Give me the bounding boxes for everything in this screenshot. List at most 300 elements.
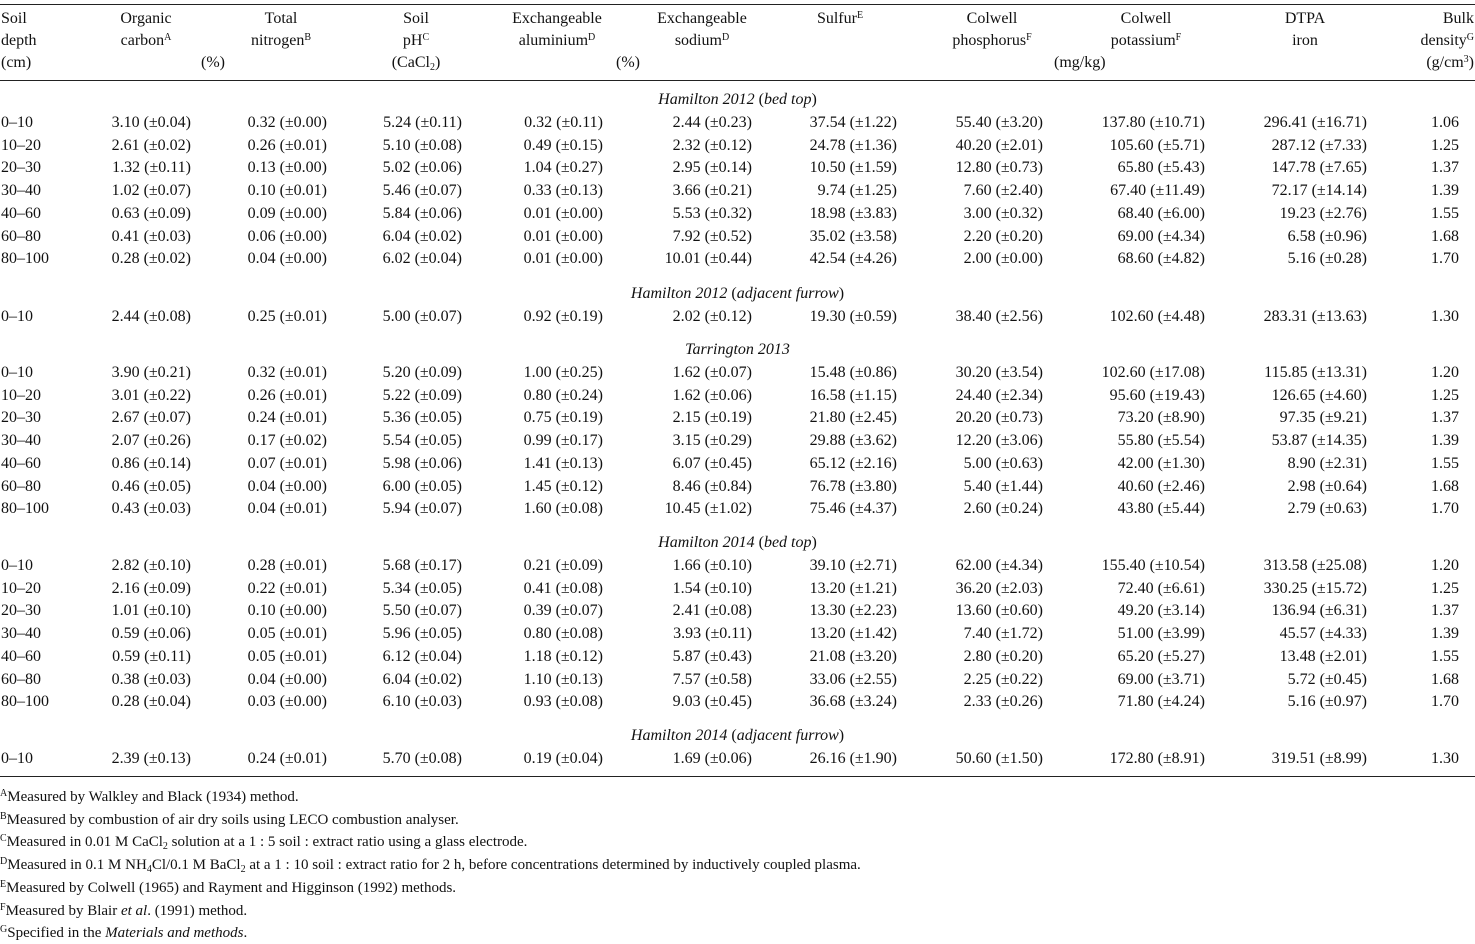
cell-colwell-potassium: 73.20 (±8.90) xyxy=(1117,409,1205,426)
cell-colwell-phosphorus: 2.20 (±0.20) xyxy=(963,228,1043,245)
cell-depth: 0–10 xyxy=(1,114,33,131)
cell-colwell-potassium: 68.60 (±4.82) xyxy=(1117,250,1205,267)
cell-sulfur: 15.48 (±0.86) xyxy=(809,364,897,381)
cell-total-nitrogen: 0.09 (±0.00) xyxy=(247,205,327,222)
cell-colwell-potassium: 42.00 (±1.30) xyxy=(1117,455,1205,472)
cell-exch-aluminium: 0.19 (±0.04) xyxy=(523,750,603,767)
cell-exch-sodium: 2.44 (±0.23) xyxy=(672,114,752,131)
cell-bulk-density: 1.39 xyxy=(1431,182,1459,199)
cell-soil-ph: 6.02 (±0.04) xyxy=(382,250,462,267)
cell-colwell-potassium: 155.40 (±10.54) xyxy=(1101,557,1205,574)
cell-organic-carbon: 2.44 (±0.08) xyxy=(111,308,191,325)
cell-exch-aluminium: 1.18 (±0.12) xyxy=(523,648,603,665)
cell-dtpa-iron: 126.65 (±4.60) xyxy=(1271,387,1367,404)
cell-exch-sodium: 5.87 (±0.43) xyxy=(672,648,752,665)
cell-depth: 10–20 xyxy=(1,387,41,404)
cell-dtpa-iron: 283.31 (±13.63) xyxy=(1263,308,1367,325)
cell-sulfur: 13.30 (±2.23) xyxy=(809,602,897,619)
cell-colwell-potassium: 68.40 (±6.00) xyxy=(1117,205,1205,222)
cell-bulk-density: 1.55 xyxy=(1431,205,1459,222)
cell-colwell-phosphorus: 50.60 (±1.50) xyxy=(955,750,1043,767)
header-exchangeable-aluminium: Exchangeable aluminium$^D$ xyxy=(512,10,602,49)
cell-soil-ph: 5.96 (±0.05) xyxy=(382,625,462,642)
cell-depth: 60–80 xyxy=(1,478,41,495)
footnote: $^B$Measured by combustion of air dry soils using LECO combustion analyser. xyxy=(0,810,459,828)
cell-sulfur: 24.78 (±1.36) xyxy=(809,137,897,154)
table-row xyxy=(0,203,1475,225)
cell-colwell-phosphorus: 7.60 (±2.40) xyxy=(963,182,1043,199)
table-row xyxy=(0,476,1475,498)
cell-bulk-density: 1.55 xyxy=(1431,455,1459,472)
cell-organic-carbon: 0.46 (±0.05) xyxy=(111,478,191,495)
table-row xyxy=(0,407,1475,429)
cell-colwell-phosphorus: 2.00 (±0.00) xyxy=(963,250,1043,267)
cell-total-nitrogen: 0.26 (±0.01) xyxy=(247,387,327,404)
cell-depth: 20–30 xyxy=(1,409,41,426)
cell-total-nitrogen: 0.22 (±0.01) xyxy=(247,580,327,597)
cell-sulfur: 18.98 (±3.83) xyxy=(809,205,897,222)
cell-bulk-density: 1.70 xyxy=(1431,500,1459,517)
section-heading: Tarrington 2013 xyxy=(685,341,790,358)
table-row xyxy=(0,226,1475,248)
cell-organic-carbon: 3.01 (±0.22) xyxy=(111,387,191,404)
cell-colwell-phosphorus: 12.20 (±3.06) xyxy=(955,432,1043,449)
cell-depth: 30–40 xyxy=(1,432,41,449)
cell-colwell-phosphorus: 62.00 (±4.34) xyxy=(955,557,1043,574)
cell-colwell-potassium: 172.80 (±8.91) xyxy=(1109,750,1205,767)
cell-soil-ph: 5.24 (±0.11) xyxy=(383,114,462,131)
table-row xyxy=(0,600,1475,622)
table-row xyxy=(0,646,1475,668)
cell-total-nitrogen: 0.26 (±0.01) xyxy=(247,137,327,154)
header-bulk-density: Bulk density$^G$ $(g/cm^3)$ xyxy=(1420,10,1474,71)
cell-colwell-phosphorus: 36.20 (±2.03) xyxy=(955,580,1043,597)
cell-soil-ph: 5.00 (±0.07) xyxy=(382,308,462,325)
cell-soil-ph: 5.34 (±0.05) xyxy=(382,580,462,597)
cell-total-nitrogen: 0.24 (±0.01) xyxy=(247,750,327,767)
cell-exch-aluminium: 0.49 (±0.15) xyxy=(523,137,603,154)
cell-exch-aluminium: 0.92 (±0.19) xyxy=(523,308,603,325)
table-row xyxy=(0,157,1475,179)
cell-total-nitrogen: 0.04 (±0.00) xyxy=(247,671,327,688)
cell-organic-carbon: 2.67 (±0.07) xyxy=(111,409,191,426)
cell-colwell-phosphorus: 5.00 (±0.63) xyxy=(963,455,1043,472)
section-heading: Hamilton 2014 (bed top) xyxy=(658,534,817,551)
cell-colwell-phosphorus: 5.40 (±1.44) xyxy=(963,478,1043,495)
cell-dtpa-iron: 97.35 (±9.21) xyxy=(1279,409,1367,426)
cell-exch-sodium: 9.03 (±0.45) xyxy=(672,693,752,710)
header-exchangeable-sodium: Exchangeable sodium$^D$ xyxy=(657,10,747,49)
table-row xyxy=(0,362,1475,384)
cell-exch-sodium: 1.62 (±0.07) xyxy=(672,364,752,381)
cell-soil-ph: 5.84 (±0.06) xyxy=(382,205,462,222)
cell-depth: 20–30 xyxy=(1,602,41,619)
cell-bulk-density: 1.68 xyxy=(1431,671,1459,688)
cell-total-nitrogen: 0.03 (±0.00) xyxy=(247,693,327,710)
table-row xyxy=(0,248,1475,270)
header-organic-carbon: Organic carbon$^A$ xyxy=(120,10,172,49)
cell-organic-carbon: 0.59 (±0.06) xyxy=(111,625,191,642)
cell-organic-carbon: 0.38 (±0.03) xyxy=(111,671,191,688)
cell-soil-ph: 6.00 (±0.05) xyxy=(382,478,462,495)
cell-total-nitrogen: 0.05 (±0.01) xyxy=(247,648,327,665)
cell-colwell-potassium: 69.00 (±4.34) xyxy=(1117,228,1205,245)
cell-exch-sodium: 3.15 (±0.29) xyxy=(672,432,752,449)
cell-depth: 40–60 xyxy=(1,648,41,665)
cell-exch-aluminium: 1.60 (±0.08) xyxy=(523,500,603,517)
cell-dtpa-iron: 319.51 (±8.99) xyxy=(1271,750,1367,767)
footnote: $^C$Measured in 0.01 M CaCl$_2$ solution at a 1 : 5 soil : extract ratio using a glass electrode. xyxy=(0,833,528,853)
cell-colwell-potassium: 65.80 (±5.43) xyxy=(1117,159,1205,176)
header-percent-unit-1: (%) xyxy=(201,54,225,71)
table-row xyxy=(0,306,1475,328)
cell-organic-carbon: 0.28 (±0.04) xyxy=(111,693,191,710)
cell-dtpa-iron: 13.48 (±2.01) xyxy=(1279,648,1367,665)
cell-dtpa-iron: 2.98 (±0.64) xyxy=(1287,478,1367,495)
cell-organic-carbon: 2.39 (±0.13) xyxy=(111,750,191,767)
cell-exch-aluminium: 0.01 (±0.00) xyxy=(523,250,603,267)
cell-exch-sodium: 10.01 (±0.44) xyxy=(664,250,752,267)
cell-bulk-density: 1.39 xyxy=(1431,432,1459,449)
cell-sulfur: 26.16 (±1.90) xyxy=(809,750,897,767)
cell-exch-aluminium: 0.75 (±0.19) xyxy=(523,409,603,426)
cell-dtpa-iron: 313.58 (±25.08) xyxy=(1263,557,1367,574)
cell-depth: 40–60 xyxy=(1,455,41,472)
cell-colwell-potassium: 40.60 (±2.46) xyxy=(1117,478,1205,495)
cell-colwell-potassium: 102.60 (±4.48) xyxy=(1109,308,1205,325)
cell-organic-carbon: 0.86 (±0.14) xyxy=(111,455,191,472)
cell-exch-aluminium: 0.99 (±0.17) xyxy=(523,432,603,449)
cell-total-nitrogen: 0.28 (±0.01) xyxy=(247,557,327,574)
table-row xyxy=(0,453,1475,475)
cell-colwell-phosphorus: 13.60 (±0.60) xyxy=(955,602,1043,619)
cell-soil-ph: 6.12 (±0.04) xyxy=(382,648,462,665)
cell-total-nitrogen: 0.13 (±0.00) xyxy=(247,159,327,176)
cell-depth: 60–80 xyxy=(1,671,41,688)
table-row xyxy=(0,578,1475,600)
cell-organic-carbon: 2.07 (±0.26) xyxy=(111,432,191,449)
table-row xyxy=(0,112,1475,134)
cell-exch-aluminium: 0.41 (±0.08) xyxy=(523,580,603,597)
cell-dtpa-iron: 115.85 (±13.31) xyxy=(1264,364,1367,381)
cell-dtpa-iron: 72.17 (±14.14) xyxy=(1271,182,1367,199)
cell-bulk-density: 1.20 xyxy=(1431,557,1459,574)
table-row xyxy=(0,623,1475,645)
cell-depth: 10–20 xyxy=(1,580,41,597)
table-bottom-rule xyxy=(0,776,1475,777)
cell-exch-sodium: 2.02 (±0.12) xyxy=(672,308,752,325)
cell-exch-sodium: 8.46 (±0.84) xyxy=(672,478,752,495)
cell-sulfur: 13.20 (±1.42) xyxy=(809,625,897,642)
cell-exch-sodium: 2.32 (±0.12) xyxy=(672,137,752,154)
cell-sulfur: 35.02 (±3.58) xyxy=(809,228,897,245)
cell-organic-carbon: 3.90 (±0.21) xyxy=(111,364,191,381)
cell-soil-ph: 5.36 (±0.05) xyxy=(382,409,462,426)
header-dtpa-iron: DTPA iron xyxy=(1284,10,1326,49)
cell-total-nitrogen: 0.04 (±0.01) xyxy=(247,500,327,517)
cell-exch-sodium: 2.95 (±0.14) xyxy=(672,159,752,176)
cell-colwell-potassium: 55.80 (±5.54) xyxy=(1117,432,1205,449)
cell-organic-carbon: 2.61 (±0.02) xyxy=(111,137,191,154)
cell-sulfur: 9.74 (±1.25) xyxy=(817,182,897,199)
cell-bulk-density: 1.70 xyxy=(1431,250,1459,267)
cell-exch-aluminium: 0.39 (±0.07) xyxy=(523,602,603,619)
cell-bulk-density: 1.25 xyxy=(1431,137,1459,154)
cell-colwell-phosphorus: 38.40 (±2.56) xyxy=(955,308,1043,325)
cell-soil-ph: 5.02 (±0.06) xyxy=(382,159,462,176)
header-mgkg-unit: (mg/kg) xyxy=(1054,54,1106,71)
cell-dtpa-iron: 136.94 (±6.31) xyxy=(1271,602,1367,619)
cell-exch-aluminium: 0.93 (±0.08) xyxy=(523,693,603,710)
cell-dtpa-iron: 45.57 (±4.33) xyxy=(1279,625,1367,642)
cell-bulk-density: 1.30 xyxy=(1431,308,1459,325)
cell-exch-aluminium: 1.45 (±0.12) xyxy=(523,478,603,495)
cell-bulk-density: 1.68 xyxy=(1431,478,1459,495)
cell-bulk-density: 1.37 xyxy=(1431,409,1459,426)
cell-bulk-density: 1.37 xyxy=(1431,602,1459,619)
cell-exch-aluminium: 0.33 (±0.13) xyxy=(523,182,603,199)
cell-exch-sodium: 1.69 (±0.06) xyxy=(672,750,752,767)
cell-total-nitrogen: 0.32 (±0.00) xyxy=(247,114,327,131)
section-heading: Hamilton 2012 (adjacent furrow) xyxy=(630,285,845,302)
section-heading: Hamilton 2012 (bed top) xyxy=(658,91,817,108)
cell-exch-sodium: 3.93 (±0.11) xyxy=(673,625,752,642)
cell-bulk-density: 1.55 xyxy=(1431,648,1459,665)
cell-colwell-potassium: 49.20 (±3.14) xyxy=(1117,602,1205,619)
cell-soil-ph: 5.54 (±0.05) xyxy=(382,432,462,449)
cell-organic-carbon: 0.28 (±0.02) xyxy=(111,250,191,267)
cell-colwell-potassium: 69.00 (±3.71) xyxy=(1117,671,1205,688)
cell-total-nitrogen: 0.06 (±0.00) xyxy=(247,228,327,245)
cell-sulfur: 65.12 (±2.16) xyxy=(809,455,897,472)
cell-colwell-phosphorus: 40.20 (±2.01) xyxy=(955,137,1043,154)
footnote: $^D$Measured in 0.1 M $NH_4Cl/0.1$ M BaCl$_2$ at a 1 : 10 soil : extract ratio for 2 h, before concentrations determined by inductively coupled plasma. xyxy=(0,856,861,876)
cell-depth: 0–10 xyxy=(1,308,33,325)
cell-organic-carbon: 1.02 (±0.07) xyxy=(111,182,191,199)
cell-bulk-density: 1.37 xyxy=(1431,159,1459,176)
cell-bulk-density: 1.25 xyxy=(1431,387,1459,404)
cell-organic-carbon: 2.82 (±0.10) xyxy=(111,557,191,574)
table-row xyxy=(0,669,1475,691)
cell-sulfur: 16.58 (±1.15) xyxy=(809,387,897,404)
cell-sulfur: 21.80 (±2.45) xyxy=(809,409,897,426)
section-heading: Hamilton 2014 (adjacent furrow) xyxy=(630,727,845,744)
cell-bulk-density: 1.20 xyxy=(1431,364,1459,381)
cell-colwell-phosphorus: 2.33 (±0.26) xyxy=(963,693,1043,710)
cell-exch-sodium: 7.92 (±0.52) xyxy=(672,228,752,245)
cell-colwell-potassium: 105.60 (±5.71) xyxy=(1109,137,1205,154)
cell-exch-aluminium: 0.32 (±0.11) xyxy=(524,114,603,131)
cell-depth: 20–30 xyxy=(1,159,41,176)
cell-total-nitrogen: 0.25 (±0.01) xyxy=(247,308,327,325)
cell-sulfur: 39.10 (±2.71) xyxy=(809,557,897,574)
cell-exch-sodium: 10.45 (±1.02) xyxy=(664,500,752,517)
cell-sulfur: 21.08 (±3.20) xyxy=(809,648,897,665)
cell-total-nitrogen: 0.07 (±0.01) xyxy=(247,455,327,472)
cell-depth: 80–100 xyxy=(1,693,49,710)
cell-sulfur: 42.54 (±4.26) xyxy=(809,250,897,267)
cell-exch-aluminium: 1.41 (±0.13) xyxy=(523,455,603,472)
header-soil-ph: Soil $pH^C$ (CaCl$_2$) xyxy=(391,10,441,73)
cell-total-nitrogen: 0.10 (±0.01) xyxy=(247,182,327,199)
footnote: $^G$Specified in the Materials and methods. xyxy=(0,924,248,942)
cell-total-nitrogen: 0.17 (±0.02) xyxy=(247,432,327,449)
cell-exch-sodium: 2.41 (±0.08) xyxy=(672,602,752,619)
cell-depth: 80–100 xyxy=(1,500,49,517)
cell-colwell-phosphorus: 7.40 (±1.72) xyxy=(963,625,1043,642)
cell-depth: 30–40 xyxy=(1,625,41,642)
cell-soil-ph: 5.50 (±0.07) xyxy=(382,602,462,619)
header-total-nitrogen: Total nitrogen$^B$ xyxy=(251,10,311,49)
cell-colwell-phosphorus: 55.40 (±3.20) xyxy=(955,114,1043,131)
cell-soil-ph: 5.46 (±0.07) xyxy=(382,182,462,199)
header-colwell-phosphorus: Colwell phosphorus$^F$ xyxy=(952,10,1032,49)
cell-soil-ph: 5.94 (±0.07) xyxy=(382,500,462,517)
table-row xyxy=(0,748,1475,770)
cell-exch-aluminium: 0.01 (±0.00) xyxy=(523,228,603,245)
table-row xyxy=(0,430,1475,452)
cell-colwell-phosphorus: 12.80 (±0.73) xyxy=(955,159,1043,176)
cell-sulfur: 75.46 (±4.37) xyxy=(809,500,897,517)
cell-sulfur: 19.30 (±0.59) xyxy=(809,308,897,325)
cell-colwell-potassium: 43.80 (±5.44) xyxy=(1117,500,1205,517)
cell-exch-sodium: 7.57 (±0.58) xyxy=(672,671,752,688)
cell-colwell-potassium: 51.00 (±3.99) xyxy=(1117,625,1205,642)
cell-soil-ph: 6.10 (±0.03) xyxy=(382,693,462,710)
cell-sulfur: 76.78 (±3.80) xyxy=(809,478,897,495)
header-colwell-potassium: Colwell potassium$^F$ xyxy=(1110,10,1182,49)
table-row xyxy=(0,385,1475,407)
cell-dtpa-iron: 287.12 (±7.33) xyxy=(1271,137,1367,154)
cell-colwell-potassium: 72.40 (±6.61) xyxy=(1117,580,1205,597)
cell-exch-aluminium: 0.80 (±0.24) xyxy=(523,387,603,404)
cell-exch-sodium: 3.66 (±0.21) xyxy=(672,182,752,199)
cell-colwell-potassium: 67.40 (±11.49) xyxy=(1110,182,1205,199)
cell-dtpa-iron: 5.72 (±0.45) xyxy=(1287,671,1367,688)
cell-exch-aluminium: 0.80 (±0.08) xyxy=(523,625,603,642)
cell-dtpa-iron: 6.58 (±0.96) xyxy=(1287,228,1367,245)
cell-dtpa-iron: 8.90 (±2.31) xyxy=(1287,455,1367,472)
cell-soil-ph: 5.70 (±0.08) xyxy=(382,750,462,767)
cell-dtpa-iron: 296.41 (±16.71) xyxy=(1263,114,1367,131)
cell-dtpa-iron: 5.16 (±0.28) xyxy=(1287,250,1367,267)
cell-dtpa-iron: 2.79 (±0.63) xyxy=(1287,500,1367,517)
cell-colwell-phosphorus: 2.60 (±0.24) xyxy=(963,500,1043,517)
cell-colwell-potassium: 102.60 (±17.08) xyxy=(1101,364,1205,381)
cell-colwell-potassium: 137.80 (±10.71) xyxy=(1101,114,1205,131)
cell-bulk-density: 1.70 xyxy=(1431,693,1459,710)
cell-bulk-density: 1.39 xyxy=(1431,625,1459,642)
cell-sulfur: 10.50 (±1.59) xyxy=(809,159,897,176)
cell-organic-carbon: 1.32 (±0.11) xyxy=(112,159,191,176)
cell-dtpa-iron: 19.23 (±2.76) xyxy=(1279,205,1367,222)
cell-bulk-density: 1.30 xyxy=(1431,750,1459,767)
cell-exch-aluminium: 0.01 (±0.00) xyxy=(523,205,603,222)
cell-colwell-phosphorus: 2.80 (±0.20) xyxy=(963,648,1043,665)
cell-organic-carbon: 0.63 (±0.09) xyxy=(111,205,191,222)
cell-depth: 10–20 xyxy=(1,137,41,154)
header-soil-depth: Soil depth (cm) xyxy=(1,10,37,71)
cell-organic-carbon: 3.10 (±0.04) xyxy=(111,114,191,131)
cell-colwell-phosphorus: 3.00 (±0.32) xyxy=(963,205,1043,222)
cell-exch-aluminium: 0.21 (±0.09) xyxy=(523,557,603,574)
cell-organic-carbon: 0.41 (±0.03) xyxy=(111,228,191,245)
cell-colwell-phosphorus: 24.40 (±2.34) xyxy=(955,387,1043,404)
cell-exch-sodium: 1.62 (±0.06) xyxy=(672,387,752,404)
cell-exch-sodium: 2.15 (±0.19) xyxy=(672,409,752,426)
cell-colwell-potassium: 95.60 (±19.43) xyxy=(1109,387,1205,404)
cell-sulfur: 33.06 (±2.55) xyxy=(809,671,897,688)
cell-dtpa-iron: 5.16 (±0.97) xyxy=(1287,693,1367,710)
header-bottom-rule xyxy=(0,80,1475,81)
cell-total-nitrogen: 0.24 (±0.01) xyxy=(247,409,327,426)
footnote: $^A$Measured by Walkley and Black (1934) method. xyxy=(0,788,299,805)
cell-bulk-density: 1.06 xyxy=(1431,114,1459,131)
cell-exch-aluminium: 1.10 (±0.13) xyxy=(523,671,603,688)
cell-soil-ph: 5.10 (±0.08) xyxy=(382,137,462,154)
cell-colwell-potassium: 71.80 (±4.24) xyxy=(1117,693,1205,710)
cell-total-nitrogen: 0.10 (±0.00) xyxy=(247,602,327,619)
table-top-rule xyxy=(0,4,1475,5)
cell-depth: 80–100 xyxy=(1,250,49,267)
footnote: $^E$Measured by Colwell (1965) and Rayment and Higginson (1992) methods. xyxy=(0,878,457,896)
cell-exch-sodium: 1.66 (±0.10) xyxy=(672,557,752,574)
cell-organic-carbon: 0.43 (±0.03) xyxy=(111,500,191,517)
cell-organic-carbon: 1.01 (±0.10) xyxy=(111,602,191,619)
cell-exch-aluminium: 1.00 (±0.25) xyxy=(523,364,603,381)
cell-soil-ph: 6.04 (±0.02) xyxy=(382,671,462,688)
cell-depth: 0–10 xyxy=(1,364,33,381)
cell-total-nitrogen: 0.32 (±0.01) xyxy=(247,364,327,381)
cell-total-nitrogen: 0.04 (±0.00) xyxy=(247,478,327,495)
cell-depth: 40–60 xyxy=(1,205,41,222)
cell-colwell-phosphorus: 20.20 (±0.73) xyxy=(955,409,1043,426)
cell-sulfur: 37.54 (±1.22) xyxy=(809,114,897,131)
cell-soil-ph: 5.22 (±0.09) xyxy=(382,387,462,404)
cell-depth: 0–10 xyxy=(1,750,33,767)
cell-sulfur: 29.88 (±3.62) xyxy=(809,432,897,449)
cell-organic-carbon: 0.59 (±0.11) xyxy=(112,648,191,665)
cell-soil-ph: 5.68 (±0.17) xyxy=(382,557,462,574)
cell-depth: 0–10 xyxy=(1,557,33,574)
cell-depth: 60–80 xyxy=(1,228,41,245)
cell-exch-sodium: 6.07 (±0.45) xyxy=(672,455,752,472)
cell-dtpa-iron: 53.87 (±14.35) xyxy=(1271,432,1367,449)
cell-organic-carbon: 2.16 (±0.09) xyxy=(111,580,191,597)
cell-exch-sodium: 1.54 (±0.10) xyxy=(672,580,752,597)
cell-soil-ph: 5.20 (±0.09) xyxy=(382,364,462,381)
cell-exch-sodium: 5.53 (±0.32) xyxy=(672,205,752,222)
cell-colwell-phosphorus: 2.25 (±0.22) xyxy=(963,671,1043,688)
table-row xyxy=(0,180,1475,202)
cell-dtpa-iron: 147.78 (±7.65) xyxy=(1271,159,1367,176)
header-sulfur: Sulfur$^E$ xyxy=(816,10,864,27)
cell-dtpa-iron: 330.25 (±15.72) xyxy=(1263,580,1367,597)
table-row xyxy=(0,498,1475,520)
table-row xyxy=(0,555,1475,577)
cell-exch-aluminium: 1.04 (±0.27) xyxy=(523,159,603,176)
cell-depth: 30–40 xyxy=(1,182,41,199)
header-percent-unit-2: (%) xyxy=(616,54,640,71)
cell-bulk-density: 1.25 xyxy=(1431,580,1459,597)
cell-total-nitrogen: 0.04 (±0.00) xyxy=(247,250,327,267)
cell-soil-ph: 6.04 (±0.02) xyxy=(382,228,462,245)
cell-colwell-phosphorus: 30.20 (±3.54) xyxy=(955,364,1043,381)
cell-sulfur: 36.68 (±3.24) xyxy=(809,693,897,710)
footnote: $^F$Measured by Blair et al. (1991) method. xyxy=(0,901,248,919)
cell-total-nitrogen: 0.05 (±0.01) xyxy=(247,625,327,642)
cell-colwell-potassium: 65.20 (±5.27) xyxy=(1117,648,1205,665)
